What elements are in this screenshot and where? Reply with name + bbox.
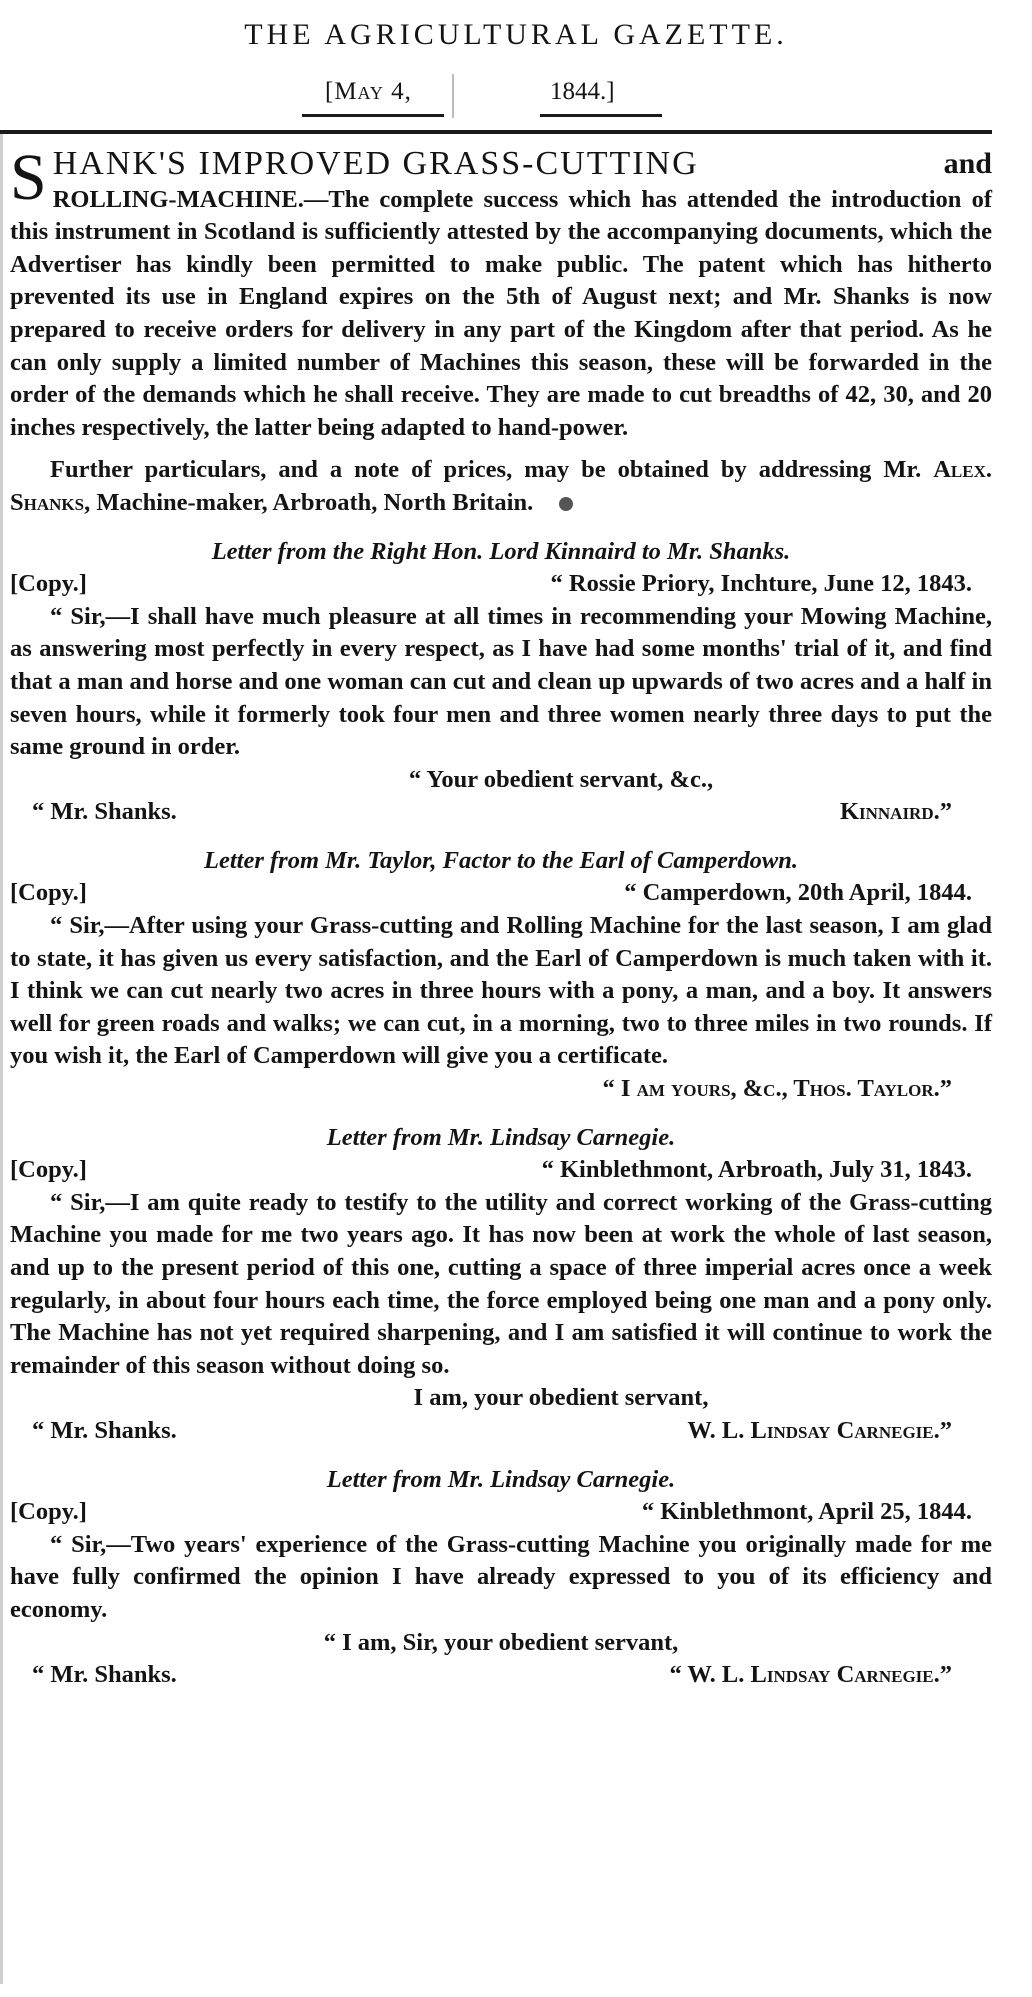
letter-addressee: “ Mr. Shanks. xyxy=(32,1416,177,1444)
letter-sign-line xyxy=(10,796,992,829)
particulars-post: Machine-maker, Arbroath, North Britain. xyxy=(96,488,534,516)
date-left-underline xyxy=(302,114,444,117)
letter-sign-line xyxy=(10,1415,992,1448)
particulars-name: Alex. Shanks, xyxy=(10,456,992,516)
copy-mark: [Copy.] xyxy=(10,570,87,598)
letter-closing: I am, your obedient servant, xyxy=(413,1384,709,1412)
particulars-pre: Further particulars, and a note of prices, may be obtained by addressing Mr. xyxy=(50,456,922,484)
letter-place-date: “ Camperdown, 20th April, 1844. xyxy=(624,879,972,907)
letter-copy-line xyxy=(10,1154,992,1187)
letter-signature: “ W. L. Lindsay Carnegie.” xyxy=(669,1661,952,1689)
ink-blot xyxy=(559,497,573,511)
headline-text: HANK'S IMPROVED GRASS-CUTTING xyxy=(52,145,699,182)
advert-column xyxy=(10,141,992,1692)
letter-title: Letter from Mr. Lindsay Carnegie. xyxy=(326,1465,676,1493)
letter-closing: “ I am, Sir, your obedient servant, xyxy=(323,1628,679,1656)
letter-closing: “ Your obedient servant, &c., xyxy=(408,765,714,793)
letter-title: Letter from the Right Hon. Lord Kinnaird to Mr. Shanks. xyxy=(211,537,791,565)
letter-copy-line xyxy=(10,877,992,910)
letter-body: “ Sir,—I shall have much pleasure at all times in recommending your Mowing Machine, as answering most perfectly in every respect, as I have had some months' trial of it, and find that a man and horse and one woman can cut and clean up upwards of two acres and a half in seven hours, while it formerly took four men and three women nearly three days to put the same ground in order. xyxy=(10,602,992,761)
letter-body: “ Sir,—I am quite ready to testify to the utility and correct working of the Grass-cutting Machine you made for me two years ago. It has now been at work the whole of last season, and up to the present period of this one, cutting a space of three imperial acres once a week regularly, in about four hours each time, the force employed being one man and a pony only. The Machine has not yet required sharpening, and I am satisfied it will continue to work the remainder of this season without doing so. xyxy=(10,1188,992,1379)
date-right-underline xyxy=(540,114,662,117)
column-left-rule xyxy=(0,134,3,1984)
letter-place-date: “ Rossie Priory, Inchture, June 12, 1843. xyxy=(550,570,972,598)
masthead-title: THE AGRICULTURAL GAZETTE. xyxy=(244,18,788,51)
date-right: 1844.] xyxy=(550,78,615,105)
letter-signature: W. L. Lindsay Carnegie.” xyxy=(687,1416,952,1444)
date-left: [May 4, xyxy=(325,78,412,105)
letter-addressee: “ Mr. Shanks. xyxy=(32,1661,177,1689)
letter-place-date: “ Kinblethmont, Arbroath, July 31, 1843. xyxy=(541,1156,972,1184)
letter-closing-signed: “ I am yours, &c., Thos. Taylor.” xyxy=(602,1075,952,1103)
letter-sign-line xyxy=(10,1659,992,1692)
headline-and: and xyxy=(943,147,992,180)
letter-signature: Kinnaird.” xyxy=(839,798,952,826)
advert-body: ROLLING-MACHINE.—The complete success which has attended the introduction of this instrument in Scotland is sufficiently attested by the accompanying documents, which the Advertiser has kindly been permitted to make public. The patent which has hitherto prevented its use in England expires on the 5th of August next; and Mr. Shanks is now prepared to receive orders for delivery in any part of the Kingdom after that period. As he can only supply a limited number of Machines this season, these will be forwarded in the order of the demands which he shall receive. They are made to cut breadths of 42, 30, and 20 inches respectively, the latter being adapted to hand-power. xyxy=(10,185,992,441)
letter-title: Letter from Mr. Taylor, Factor to the Earl of Camperdown. xyxy=(204,846,798,874)
column-top-rule xyxy=(0,130,992,134)
date-separator xyxy=(452,74,454,118)
copy-mark: [Copy.] xyxy=(10,1156,87,1184)
letter-copy-line xyxy=(10,1496,992,1529)
letter-addressee: “ Mr. Shanks. xyxy=(32,798,177,826)
advert-particulars xyxy=(10,454,992,519)
dateline xyxy=(0,74,1032,124)
letter-body: “ Sir,—After using your Grass-cutting and Rolling Machine for the last season, I am glad to state, it has given us every satisfaction, and the Earl of Camperdown is much taken with it. I think we can cut nearly two acres in three hours with a pony, a man, and a boy. It answers well for green roads and walks; we can cut, in a morning, two to three miles in two rounds. If you wish it, the Earl of Camperdown will give you a certificate. xyxy=(10,912,992,1070)
advert-headline xyxy=(10,141,992,214)
copy-mark: [Copy.] xyxy=(10,879,87,907)
dropcap: S xyxy=(10,141,47,214)
letter-body: “ Sir,—Two years' experience of the Grass-cutting Machine you originally made for me have fully confirmed the opinion I have already expressed to you of its efficiency and economy. xyxy=(10,1530,992,1623)
letter-copy-line xyxy=(10,568,992,601)
copy-mark: [Copy.] xyxy=(10,1498,87,1526)
letter-title: Letter from Mr. Lindsay Carnegie. xyxy=(326,1123,676,1151)
letter-place-date: “ Kinblethmont, April 25, 1844. xyxy=(641,1498,972,1526)
